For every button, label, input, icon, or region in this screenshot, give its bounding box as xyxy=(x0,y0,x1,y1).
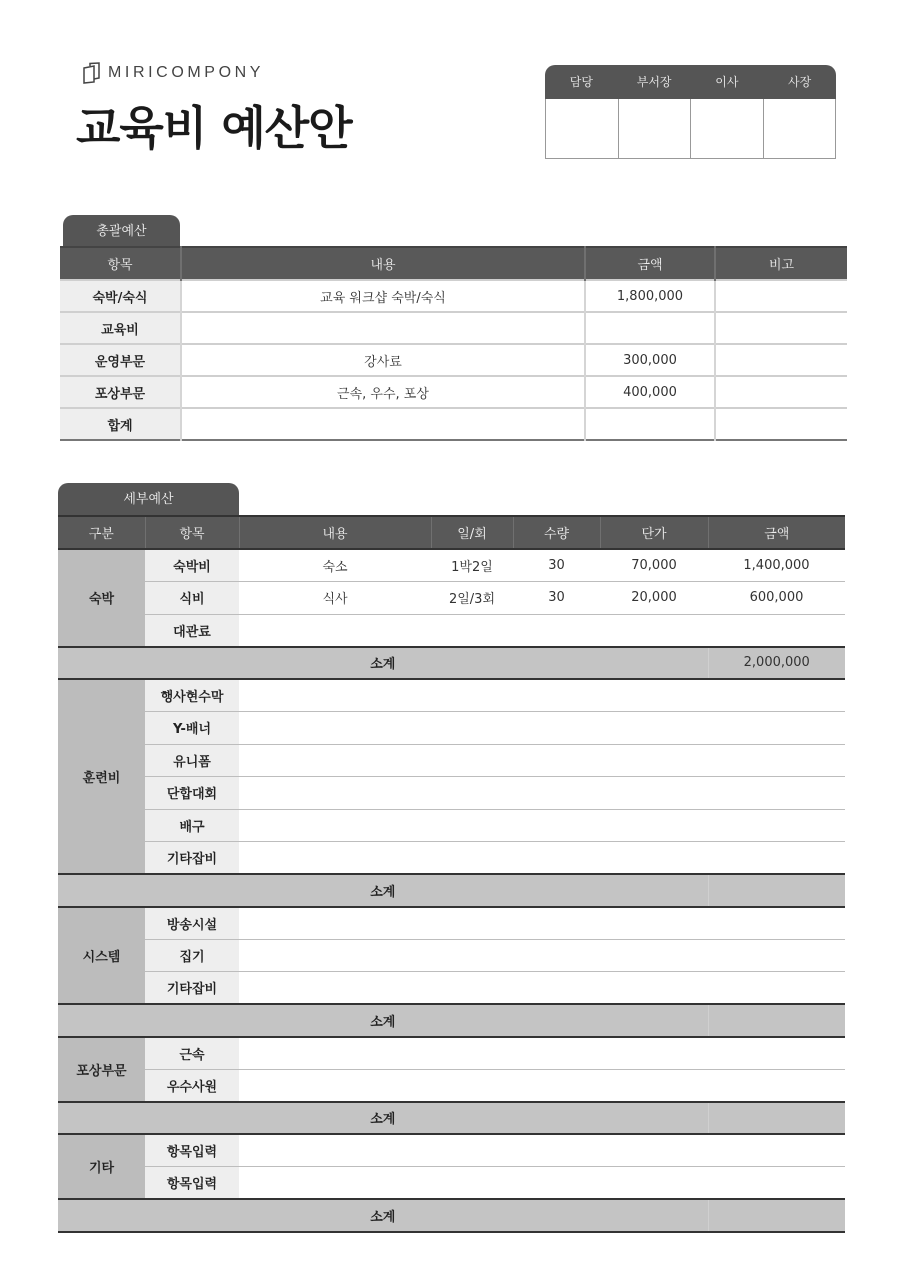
table-row xyxy=(58,1069,845,1102)
content-cell[interactable] xyxy=(181,312,585,344)
amount-cell[interactable] xyxy=(708,614,845,647)
table-row xyxy=(60,344,847,376)
header-item: 항목 xyxy=(145,516,239,549)
summary-table xyxy=(60,246,847,441)
days-cell[interactable] xyxy=(431,614,513,647)
table-row xyxy=(58,777,845,810)
item-label: 행사현수막 xyxy=(145,679,239,712)
row-input[interactable] xyxy=(239,679,845,712)
item-label: 근속 xyxy=(145,1037,239,1070)
row-input[interactable] xyxy=(239,1134,845,1167)
approval-col-staff: 담당 xyxy=(569,75,593,89)
table-row xyxy=(58,549,845,582)
amount-cell[interactable] xyxy=(585,312,715,344)
content-cell[interactable]: 근속, 우수, 포상 xyxy=(181,376,585,408)
row-input[interactable] xyxy=(239,1069,845,1102)
detail-tab: 세부예산 xyxy=(58,483,239,516)
document-pages-icon xyxy=(82,62,102,84)
detail-table xyxy=(58,515,845,1233)
category-label: 숙박 xyxy=(58,549,145,647)
detail-header-row xyxy=(58,516,845,549)
row-input[interactable] xyxy=(239,1037,845,1070)
subtotal-label: 소계 xyxy=(58,1004,708,1037)
header-amount: 금액 xyxy=(708,516,845,549)
summary-tab: 총괄예산 xyxy=(63,215,180,247)
row-input[interactable] xyxy=(239,972,845,1005)
row-input[interactable] xyxy=(239,1167,845,1200)
signature-cell[interactable] xyxy=(546,99,619,158)
subtotal-row xyxy=(58,647,845,680)
note-cell[interactable] xyxy=(715,280,847,312)
amount-cell[interactable] xyxy=(585,408,715,440)
item-label: 집기 xyxy=(145,939,239,972)
subtotal-label: 소계 xyxy=(58,1199,708,1232)
content-cell[interactable] xyxy=(239,614,431,647)
table-row xyxy=(60,312,847,344)
table-row xyxy=(58,842,845,875)
total-row xyxy=(60,408,847,440)
table-row xyxy=(58,972,845,1005)
row-input[interactable] xyxy=(239,809,845,842)
note-cell[interactable] xyxy=(715,376,847,408)
content-cell[interactable]: 숙소 xyxy=(239,549,431,582)
content-cell[interactable] xyxy=(181,408,585,440)
note-cell[interactable] xyxy=(715,312,847,344)
approval-box xyxy=(545,65,836,159)
subtotal-label: 소계 xyxy=(58,1102,708,1135)
table-row xyxy=(58,809,845,842)
days-cell[interactable]: 1박2일 xyxy=(431,549,513,582)
approval-col-ceo: 사장 xyxy=(788,75,812,89)
subtotal-label: 소계 xyxy=(58,874,708,907)
qty-cell[interactable]: 30 xyxy=(513,549,600,582)
row-label: 합계 xyxy=(60,408,181,440)
item-label: 항목입력 xyxy=(145,1134,239,1167)
table-row xyxy=(60,280,847,312)
item-label: Y-배너 xyxy=(145,712,239,745)
subtotal-amount[interactable] xyxy=(708,1199,845,1232)
table-row xyxy=(58,744,845,777)
row-label: 교육비 xyxy=(60,312,181,344)
item-label: 배구 xyxy=(145,809,239,842)
amount-cell[interactable]: 400,000 xyxy=(585,376,715,408)
table-row xyxy=(60,376,847,408)
table-row xyxy=(58,1134,845,1167)
header-amount: 금액 xyxy=(585,247,715,280)
unit-price-cell[interactable]: 70,000 xyxy=(600,549,708,582)
signature-cell[interactable] xyxy=(764,99,836,158)
table-row xyxy=(58,679,845,712)
category-label: 포상부문 xyxy=(58,1037,145,1102)
brand-logo xyxy=(82,62,264,84)
category-label: 기타 xyxy=(58,1134,145,1199)
header-content: 내용 xyxy=(181,247,585,280)
unit-price-cell[interactable]: 20,000 xyxy=(600,582,708,615)
row-input[interactable] xyxy=(239,842,845,875)
note-cell[interactable] xyxy=(715,408,847,440)
subtotal-amount[interactable] xyxy=(708,874,845,907)
row-label: 운영부문 xyxy=(60,344,181,376)
qty-cell[interactable] xyxy=(513,614,600,647)
header-days: 일/회 xyxy=(431,516,513,549)
row-input[interactable] xyxy=(239,777,845,810)
item-label: 기타잡비 xyxy=(145,972,239,1005)
approval-header xyxy=(545,65,836,99)
item-label: 단합대회 xyxy=(145,777,239,810)
header-category: 구분 xyxy=(58,516,145,549)
category-label: 시스템 xyxy=(58,907,145,1005)
row-input[interactable] xyxy=(239,939,845,972)
header-item: 항목 xyxy=(60,247,181,280)
row-label: 포상부문 xyxy=(60,376,181,408)
table-row xyxy=(58,1037,845,1070)
header-note: 비고 xyxy=(715,247,847,280)
table-row xyxy=(58,614,845,647)
item-label: 방송시설 xyxy=(145,907,239,940)
category-label: 훈련비 xyxy=(58,679,145,874)
subtotal-row xyxy=(58,1199,845,1232)
table-row xyxy=(58,1167,845,1200)
subtotal-label: 소계 xyxy=(58,647,708,680)
subtotal-amount[interactable] xyxy=(708,1102,845,1135)
note-cell[interactable] xyxy=(715,344,847,376)
header-unit-price: 단가 xyxy=(600,516,708,549)
row-label: 숙박/숙식 xyxy=(60,280,181,312)
subtotal-row xyxy=(58,1102,845,1135)
amount-cell[interactable]: 300,000 xyxy=(585,344,715,376)
item-label: 유니폼 xyxy=(145,744,239,777)
amount-cell[interactable]: 1,400,000 xyxy=(708,549,845,582)
table-row xyxy=(58,939,845,972)
page-title: 교육비 예산안 xyxy=(76,101,352,155)
approval-col-director: 이사 xyxy=(715,75,739,89)
table-row xyxy=(58,582,845,615)
item-label: 기타잡비 xyxy=(145,842,239,875)
item-label: 식비 xyxy=(145,582,239,615)
approval-signatures xyxy=(545,99,836,159)
item-label: 대관료 xyxy=(145,614,239,647)
row-input[interactable] xyxy=(239,907,845,940)
content-cell[interactable]: 강사료 xyxy=(181,344,585,376)
table-row xyxy=(58,712,845,745)
header-content: 내용 xyxy=(239,516,431,549)
subtotal-amount[interactable]: 2,000,000 xyxy=(708,647,845,680)
approval-col-manager: 부서장 xyxy=(636,75,672,89)
content-cell[interactable]: 식사 xyxy=(239,582,431,615)
item-label: 숙박비 xyxy=(145,549,239,582)
item-label: 우수사원 xyxy=(145,1069,239,1102)
row-input[interactable] xyxy=(239,744,845,777)
days-cell[interactable]: 2일/3회 xyxy=(431,582,513,615)
amount-cell[interactable]: 1,800,000 xyxy=(585,280,715,312)
row-input[interactable] xyxy=(239,712,845,745)
signature-cell[interactable] xyxy=(619,99,692,158)
summary-header-row xyxy=(60,247,847,280)
amount-cell[interactable]: 600,000 xyxy=(708,582,845,615)
subtotal-row xyxy=(58,1004,845,1037)
item-label: 항목입력 xyxy=(145,1167,239,1200)
subtotal-row xyxy=(58,874,845,907)
header-qty: 수량 xyxy=(513,516,600,549)
brand-name: MIRICOMPONY xyxy=(108,64,265,81)
qty-cell[interactable]: 30 xyxy=(513,582,600,615)
content-cell[interactable]: 교육 워크샵 숙박/숙식 xyxy=(181,280,585,312)
table-row xyxy=(58,907,845,940)
unit-price-cell[interactable] xyxy=(600,614,708,647)
signature-cell[interactable] xyxy=(691,99,764,158)
subtotal-amount[interactable] xyxy=(708,1004,845,1037)
